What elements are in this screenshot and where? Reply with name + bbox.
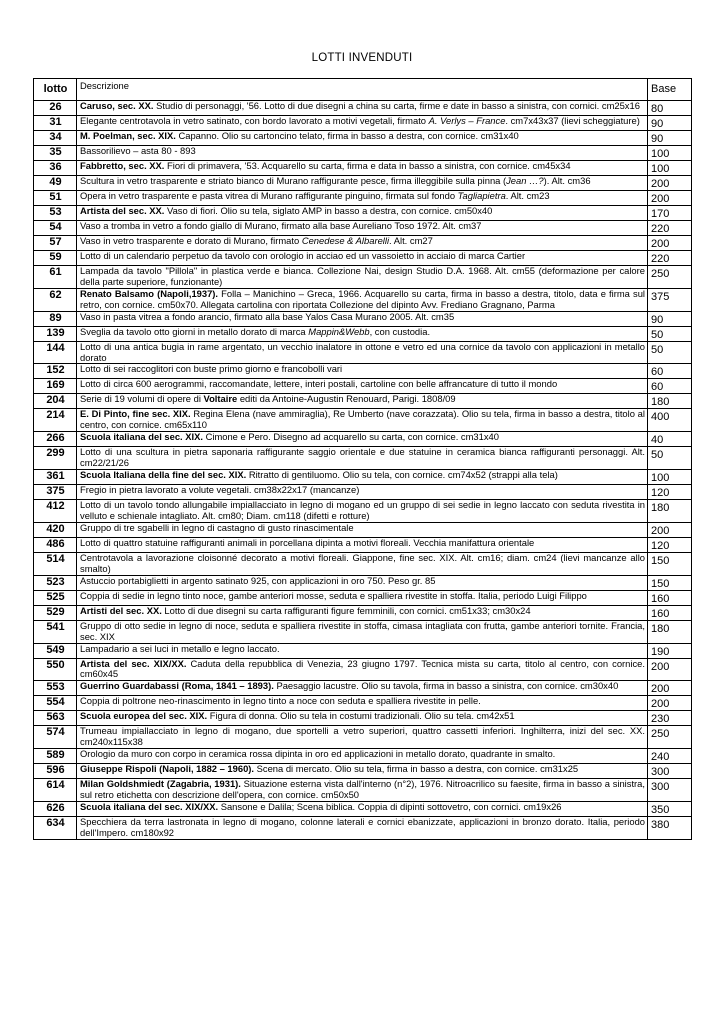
table-row xyxy=(34,364,692,379)
lot-author: Guerrino Guardabassi (Roma, 1841 – 1893). xyxy=(80,680,274,692)
lot-text: Coppia di poltrone neo-rinascimento in legno tinto a noce con seduta e spalliera rivestite in pelle. xyxy=(80,695,481,707)
lot-number: 53 xyxy=(34,206,77,221)
lot-description xyxy=(77,485,648,500)
lot-text: Lampadario a sei luci in metallo e legno laccato. xyxy=(80,642,280,654)
table-row xyxy=(34,236,692,251)
lot-author: Scuola italiana del sec. XIX. xyxy=(80,431,203,443)
lot-text-continued: . Alt. cm23 xyxy=(505,190,550,201)
lot-number: 529 xyxy=(34,605,77,620)
lot-description xyxy=(77,288,648,311)
table-row xyxy=(34,447,692,470)
lot-description xyxy=(77,311,648,326)
lot-author: Scuola italiana del sec. XIX/XX. xyxy=(80,800,219,812)
lot-base-price: 200 xyxy=(648,176,692,191)
lot-base-price: 240 xyxy=(648,749,692,764)
lot-number: 51 xyxy=(34,191,77,206)
lot-author: Milan Goldshmiedt (Zagabria, 1931). xyxy=(80,778,241,790)
lot-text: Lotto di un calendario perpetuo da tavolo con orologio in acciao ed un vassoietto in acciaio di marca Cartier xyxy=(80,250,526,261)
lot-number: 34 xyxy=(34,131,77,146)
lot-number: 412 xyxy=(34,500,77,523)
lot-description xyxy=(77,749,648,764)
lot-description xyxy=(77,726,648,749)
lot-text-continued: . Alt. cm27 xyxy=(389,235,433,246)
lot-text: Opera in vetro trasparente e pasta vitrea di Murano raffigurante pinguino, firmata sul fondo xyxy=(80,190,458,201)
table-row xyxy=(34,326,692,341)
lot-number: 596 xyxy=(34,764,77,779)
lot-base-price: 90 xyxy=(648,311,692,326)
lot-description xyxy=(77,711,648,726)
lot-base-price: 300 xyxy=(648,764,692,779)
table-row xyxy=(34,409,692,432)
lot-text: Specchiera da terra lastronata in legno di mogano, colonne laterali e cornici ebanizzate, applicazioni in bronzo dorato. Italia, periodo dell'Impero. cm180x92 xyxy=(80,815,645,838)
table-row xyxy=(34,161,692,176)
lot-description xyxy=(77,801,648,816)
table-row xyxy=(34,470,692,485)
lot-description xyxy=(77,522,648,537)
lot-base-price: 50 xyxy=(648,326,692,341)
lot-author: Artisti del sec. XX. xyxy=(80,604,162,616)
lot-text: Vaso a tromba in vetro a fondo giallo di Murano, firmato alla base Aureliano Toso 1972. Alt. cm37 xyxy=(80,220,482,231)
lot-author-inline: Voltaire xyxy=(203,393,238,405)
lot-base-price: 50 xyxy=(648,341,692,364)
lot-author: Artista del sec. XIX/XX. xyxy=(80,657,187,669)
lot-base-price: 100 xyxy=(648,161,692,176)
table-row xyxy=(34,176,692,191)
table-row xyxy=(34,251,692,266)
lot-number: 574 xyxy=(34,726,77,749)
table-row xyxy=(34,726,692,749)
lots-table xyxy=(33,78,692,840)
lot-description xyxy=(77,620,648,643)
lot-base-price: 400 xyxy=(648,409,692,432)
lot-signature: Tagliapietra xyxy=(457,190,506,201)
lot-base-price: 250 xyxy=(648,726,692,749)
lot-author: Renato Balsamo (Napoli,1937). xyxy=(80,287,219,299)
lot-description xyxy=(77,816,648,839)
lot-number: 62 xyxy=(34,288,77,311)
lot-base-price: 60 xyxy=(648,379,692,394)
lot-text: Fiori di primavera, '53. Acquarello su carta, firma e data in basso a sinistra, con cornice. cm45x34 xyxy=(164,160,571,171)
lot-base-price: 230 xyxy=(648,711,692,726)
lot-base-price: 300 xyxy=(648,779,692,802)
lot-text: Serie di 19 volumi di opere di xyxy=(80,393,204,405)
lot-base-price: 190 xyxy=(648,643,692,658)
lot-author: Fabbretto, sec. XX. xyxy=(80,160,165,171)
lot-number: 523 xyxy=(34,575,77,590)
lot-number: 26 xyxy=(34,101,77,116)
table-row xyxy=(34,432,692,447)
lot-description xyxy=(77,146,648,161)
header-lotto: lotto xyxy=(34,79,77,101)
lot-text: Lampada da tavolo "Pillola" in plastica verde e bianca. Collezione Nai, design Studio D.A. 1968. Alt. cm55 (deformazione per calore della parte superiore, funzionante) xyxy=(80,265,645,287)
lot-description xyxy=(77,176,648,191)
lot-number: 35 xyxy=(34,146,77,161)
lot-author: Caruso, sec. XX. xyxy=(80,100,154,111)
lot-number: 169 xyxy=(34,379,77,394)
lot-number: 59 xyxy=(34,251,77,266)
lot-description xyxy=(77,643,648,658)
table-header-row xyxy=(34,79,692,101)
lot-number: 541 xyxy=(34,620,77,643)
lot-base-price: 350 xyxy=(648,801,692,816)
lot-base-price: 120 xyxy=(648,485,692,500)
lot-text: Lotto di due disegni su carta raffiguranti figure femminili, con cornici. cm51x33; cm30x24 xyxy=(161,604,531,616)
lot-base-price: 180 xyxy=(648,394,692,409)
lot-author: Scuola europea del sec. XIX. xyxy=(80,710,208,722)
lot-text: Astuccio portabiglietti in argento satinato 925, con applicazioni in oro 750. Peso gr. 85 xyxy=(80,574,436,586)
lot-description xyxy=(77,206,648,221)
lot-text: Lotto di sei raccoglitori con buste primo giorno e francobolli vari xyxy=(80,363,343,375)
table-row xyxy=(34,266,692,289)
lot-number: 634 xyxy=(34,816,77,839)
lot-text: Lotto di un tavolo tondo allungabile impiallacciato in legno di mogano ed un gruppo di sei sedie in legno laccato con seduta rivestita in velluto e schienale intagliato. Alt. cm80; Diam. cm118 (difetti e rotture) xyxy=(80,499,645,521)
lot-base-price: 100 xyxy=(648,470,692,485)
lot-text: Lotto di quattro statuine raffiguranti animali in porcellana dipinta a motivi floreali. Vecchia manifattura orientale xyxy=(80,536,535,548)
table-row xyxy=(34,696,692,711)
lot-description xyxy=(77,605,648,620)
lot-text-continued: , con custodia. xyxy=(369,325,431,337)
table-row xyxy=(34,146,692,161)
table-row xyxy=(34,206,692,221)
lot-text-continued: ). Alt. cm36 xyxy=(543,175,591,186)
table-row xyxy=(34,681,692,696)
lot-signature: A. Verlys – France xyxy=(428,115,506,126)
lot-number: 144 xyxy=(34,341,77,364)
table-row xyxy=(34,816,692,839)
lot-text: Elegante centrotavola in vetro satinato, con bordo lavorato a motivi vegetali, firmato xyxy=(80,115,429,126)
lot-base-price: 90 xyxy=(648,116,692,131)
lot-number: 89 xyxy=(34,311,77,326)
lot-description xyxy=(77,470,648,485)
lot-description xyxy=(77,537,648,552)
lot-description xyxy=(77,236,648,251)
lot-number: 553 xyxy=(34,681,77,696)
lot-text: Ritratto di gentiluomo. Olio su tela, con cornice. cm74x52 (strappi alla tela) xyxy=(246,469,558,481)
lot-description xyxy=(77,764,648,779)
lot-description xyxy=(77,266,648,289)
table-row xyxy=(34,658,692,681)
lot-base-price: 120 xyxy=(648,537,692,552)
table-row xyxy=(34,131,692,146)
lot-base-price: 375 xyxy=(648,288,692,311)
lot-text: Capanno. Olio su cartoncino telato, firma in basso a destra, con cornice. cm31x40 xyxy=(175,130,519,141)
lot-description xyxy=(77,341,648,364)
lot-description xyxy=(77,447,648,470)
lot-description xyxy=(77,131,648,146)
lot-text: Sveglia da tavolo otto giorni in metallo dorato di marca xyxy=(80,325,309,337)
lot-description xyxy=(77,101,648,116)
table-row xyxy=(34,764,692,779)
lot-number: 54 xyxy=(34,221,77,236)
lot-author: Artista del sec. XX. xyxy=(80,205,165,216)
lot-number: 266 xyxy=(34,432,77,447)
lot-base-price: 200 xyxy=(648,236,692,251)
table-row xyxy=(34,341,692,364)
lot-author: M. Poelman, sec. XIX. xyxy=(80,130,176,141)
lot-description xyxy=(77,394,648,409)
table-row xyxy=(34,711,692,726)
lot-signature: Mappin&Webb xyxy=(308,325,370,337)
lot-text: Bassorilievo – asta 80 - 893 xyxy=(80,145,196,156)
lot-text: Cimone e Pero. Disegno ad acquarello su carta, con cornice. cm31x40 xyxy=(202,431,499,443)
lot-number: 563 xyxy=(34,711,77,726)
table-row xyxy=(34,749,692,764)
lot-description xyxy=(77,364,648,379)
table-row xyxy=(34,537,692,552)
lot-description xyxy=(77,575,648,590)
page-title: LOTTI INVENDUTI xyxy=(311,52,413,64)
lot-base-price: 250 xyxy=(648,266,692,289)
lot-description xyxy=(77,191,648,206)
lot-description xyxy=(77,432,648,447)
lot-text-continued: . cm7x43x37 (lievi scheggiature) xyxy=(505,115,640,126)
lot-base-price: 200 xyxy=(648,191,692,206)
lot-text: Fregio in pietra lavorato a volute vegetali. cm38x22x17 (mancanze) xyxy=(80,484,360,496)
lot-base-price: 40 xyxy=(648,432,692,447)
lot-text: Sansone e Dalila; Scena biblica. Coppia di dipinti sottovetro, con cornici. cm19x26 xyxy=(218,800,562,812)
table-row xyxy=(34,116,692,131)
lot-number: 589 xyxy=(34,749,77,764)
lot-number: 361 xyxy=(34,470,77,485)
lot-text: Centrotavola a lavorazione cloisonné decorato a motivi floreali. Giappone, fine sec. XIX. Alt. cm16; diam. cm24 (lievi mancanze allo smalto) xyxy=(80,551,645,574)
lot-base-price: 200 xyxy=(648,696,692,711)
lot-base-price: 380 xyxy=(648,816,692,839)
lot-text: Studio di personaggi, '56. Lotto di due disegni a china su carta, firme e date in basso a sinistra, con cornici. cm25x16 xyxy=(153,100,640,111)
lot-number: 420 xyxy=(34,522,77,537)
lot-text: Trumeau impiallacciato in legno di mogano, due sportelli a vetro superiori, quattro cassetti inferiori. Inghilterra, inizi del sec. XX. cm240x115x38 xyxy=(80,725,645,748)
lot-description xyxy=(77,590,648,605)
lot-base-price: 220 xyxy=(648,251,692,266)
lot-description xyxy=(77,161,648,176)
lot-description xyxy=(77,658,648,681)
lot-text: Figura di donna. Olio su tela in costumi tradizionali. Olio su tela. cm42x51 xyxy=(207,710,515,722)
lot-description xyxy=(77,379,648,394)
lot-number: 214 xyxy=(34,409,77,432)
lot-number: 31 xyxy=(34,116,77,131)
lot-text: Vaso in vetro trasparente e dorato di Murano, firmato xyxy=(80,235,302,246)
table-row xyxy=(34,379,692,394)
lot-number: 204 xyxy=(34,394,77,409)
lot-author: E. Di Pinto, fine sec. XIX. xyxy=(80,408,191,420)
lot-description xyxy=(77,552,648,575)
lot-base-price: 150 xyxy=(648,575,692,590)
lot-base-price: 180 xyxy=(648,620,692,643)
lot-author: Giuseppe Rispoli (Napoli, 1882 – 1960). xyxy=(80,763,255,775)
lot-description xyxy=(77,500,648,523)
lot-description xyxy=(77,221,648,236)
table-row xyxy=(34,620,692,643)
table-row xyxy=(34,575,692,590)
table-row xyxy=(34,191,692,206)
lot-base-price: 50 xyxy=(648,447,692,470)
table-row xyxy=(34,288,692,311)
lot-number: 525 xyxy=(34,590,77,605)
lot-text: Vaso di fiori. Olio su tela, siglato AMP in basso a destra, con cornice. cm50x40 xyxy=(164,205,493,216)
table-row xyxy=(34,101,692,116)
table-row xyxy=(34,221,692,236)
lot-number: 299 xyxy=(34,447,77,470)
lot-text: Coppia di sedie in legno tinto noce, gambe anteriori mosse, seduta e spalliera rivestite in stoffa. Italia, periodo Luigi Filippo xyxy=(80,589,587,601)
lot-base-price: 200 xyxy=(648,681,692,696)
lot-number: 554 xyxy=(34,696,77,711)
table-row xyxy=(34,394,692,409)
lot-base-price: 200 xyxy=(648,658,692,681)
lot-description xyxy=(77,681,648,696)
table-row xyxy=(34,801,692,816)
lot-text: Paesaggio lacustre. Olio su tavola, firma in basso a sinistra, con cornice. cm30x40 xyxy=(273,680,619,692)
lot-description xyxy=(77,409,648,432)
lot-number: 549 xyxy=(34,643,77,658)
lot-base-price: 220 xyxy=(648,221,692,236)
lot-base-price: 100 xyxy=(648,146,692,161)
lot-text: Vaso in pasta vitrea a fondo arancio, firmato alla base Yalos Casa Murano 2005. Alt. cm35 xyxy=(80,310,455,322)
lot-text-continued: editi da Antoine-Augustin Renouard, Parigi. 1808/09 xyxy=(237,393,456,405)
table-body xyxy=(34,101,692,840)
table-row xyxy=(34,522,692,537)
lot-number: 486 xyxy=(34,537,77,552)
table-row xyxy=(34,485,692,500)
lot-text: Lotto di circa 600 aerogrammi, raccomandate, lettere, interi postali, cartoline con belle affrancature di tutto il mondo xyxy=(80,378,558,390)
lot-text: Scena di mercato. Olio su tela, firma in basso a destra, con cornice. cm31x25 xyxy=(254,763,579,775)
lot-base-price: 60 xyxy=(648,364,692,379)
lot-number: 36 xyxy=(34,161,77,176)
lot-signature: Jean …? xyxy=(506,175,544,186)
lot-number: 550 xyxy=(34,658,77,681)
lot-description xyxy=(77,326,648,341)
lot-base-price: 160 xyxy=(648,605,692,620)
lot-author: Scuola Italiana della fine del sec. XIX. xyxy=(80,469,247,481)
table-row xyxy=(34,779,692,802)
table-row xyxy=(34,500,692,523)
lot-base-price: 80 xyxy=(648,101,692,116)
lot-base-price: 180 xyxy=(648,500,692,523)
lot-number: 614 xyxy=(34,779,77,802)
lot-number: 626 xyxy=(34,801,77,816)
lot-base-price: 170 xyxy=(648,206,692,221)
table-row xyxy=(34,590,692,605)
lot-text: Lotto di una antica bugia in rame argentato, un vecchio inalatore in ottone e vetro ed una cornice da tavolo con applicazioni in metallo dorato xyxy=(80,340,645,363)
lot-text: Folla – Manichino – Greca, 1966. Acquarello su carta, firma in basso a destra, titolo, data e firma sul retro, con cornice. cm50x70. Allegata cartolina con riportata Collezione del dipinto Avv. Frediano Gragnano, Parma xyxy=(80,287,645,310)
lot-base-price: 160 xyxy=(648,590,692,605)
lot-signature: Cenedese & Albarelli xyxy=(301,235,390,246)
table-row xyxy=(34,605,692,620)
lot-text: Scultura in vetro trasparente e striato bianco di Murano raffigurante pesce, firma illeggibile sulla pinna ( xyxy=(80,175,507,186)
lot-description xyxy=(77,779,648,802)
table-row xyxy=(34,311,692,326)
lot-description xyxy=(77,116,648,131)
header-base: Base xyxy=(648,79,692,101)
lot-base-price: 150 xyxy=(648,552,692,575)
table-row xyxy=(34,643,692,658)
lot-text: Orologio da muro con corpo in ceramica rossa dipinta in oro ed applicazioni in metallo dorato, quadrante in smalto. xyxy=(80,748,556,760)
lot-number: 152 xyxy=(34,364,77,379)
lot-number: 375 xyxy=(34,485,77,500)
lot-description xyxy=(77,251,648,266)
lot-base-price: 90 xyxy=(648,131,692,146)
lot-text: Lotto di una scultura in pietra saponaria raffigurante saggio orientale e due statuine in ceramica bianca raffiguranti personaggi. Alt. cm22/21/26 xyxy=(80,446,645,469)
lot-text: Situazione esterna vista dall'interno (n°2), 1976. Nitroacrilico su faesite, firma in basso a sinistra, sul retro etichetta con descrizione dell'opera, con cornice. cm50x50 xyxy=(80,778,645,801)
header-descrizione: Descrizione xyxy=(77,79,648,101)
table-row xyxy=(34,552,692,575)
lot-number: 61 xyxy=(34,266,77,289)
lot-description xyxy=(77,696,648,711)
lot-number: 57 xyxy=(34,236,77,251)
lot-text: Caduta della repubblica di Venezia, 23 giugno 1797. Tecnica mista su carta, titolo al centro, con cornice. cm60x45 xyxy=(80,657,645,680)
lot-base-price: 200 xyxy=(648,522,692,537)
lot-text: Gruppo di tre sgabelli in legno di castagno di gusto rinascimentale xyxy=(80,521,354,533)
lot-text: Regina Elena (nave ammiraglia), Re Umberto (nave corazzata). Olio su tela, firma in basso a destra, titolo al centro, con cornice. cm65x110 xyxy=(80,408,645,431)
lot-text: Gruppo di otto sedie in legno di noce, seduta e spalliera rivestite in stoffa, cimasa intagliata con frutta, gambe anteriori tornite. Francia, sec. XIX xyxy=(80,619,645,642)
lot-number: 514 xyxy=(34,552,77,575)
lot-number: 139 xyxy=(34,326,77,341)
lot-number: 49 xyxy=(34,176,77,191)
